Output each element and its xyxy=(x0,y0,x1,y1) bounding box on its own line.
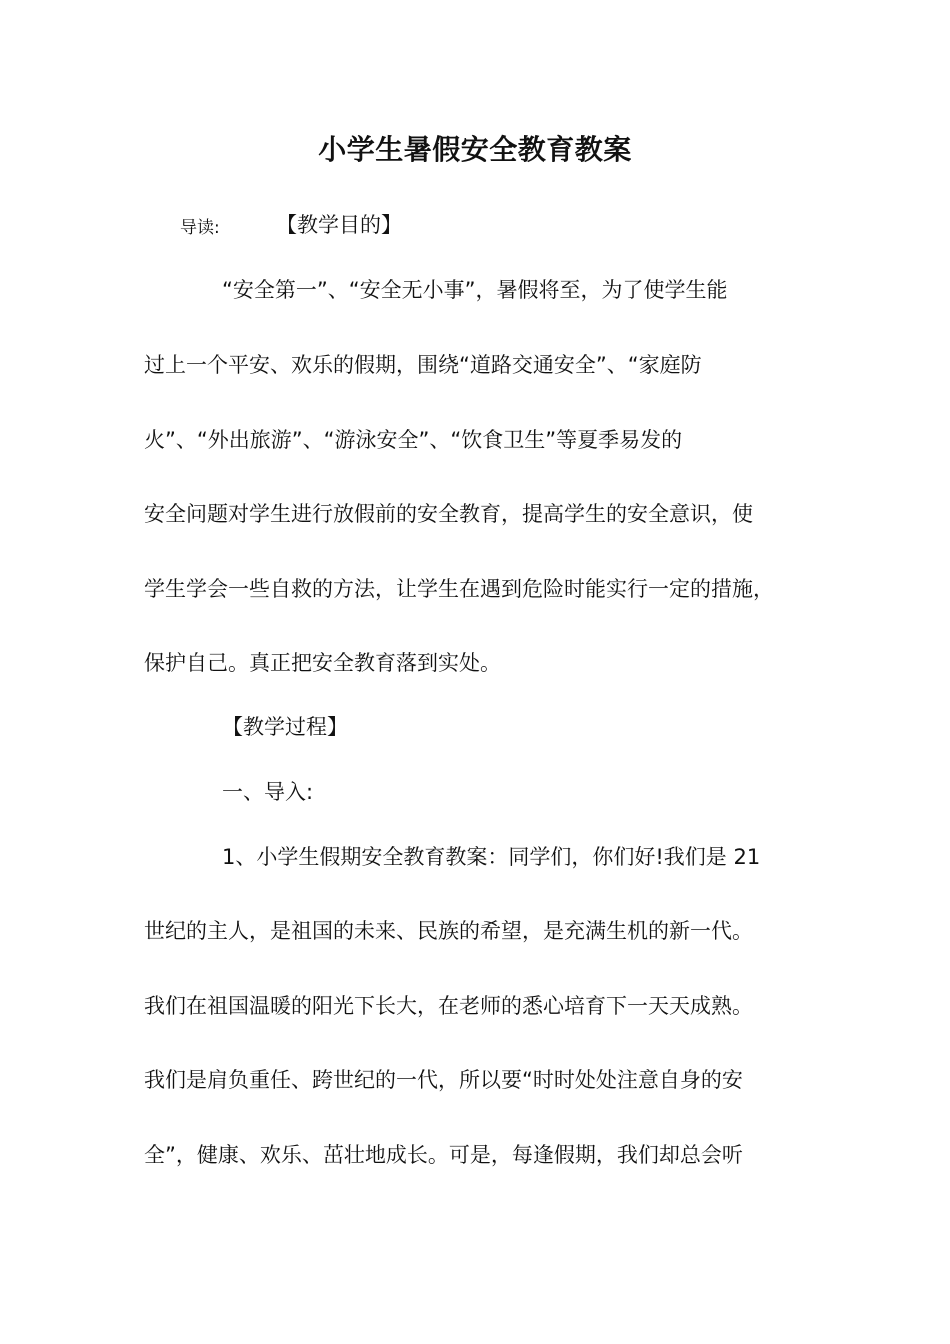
teaching-process-heading: 【教学过程】 xyxy=(222,715,348,739)
section-heading: 一、导入: xyxy=(222,780,314,804)
paragraph-line: 我们是肩负重任、跨世纪的一代，所以要“时时处处注意自身的安 xyxy=(144,1068,743,1092)
paragraph-line: 过上一个平安、欢乐的假期，围绕“道路交通安全”、“家庭防 xyxy=(144,353,702,377)
paragraph-line: 火”、“外出旅游”、“游泳安全”、“饮食卫生”等夏季易发的 xyxy=(144,428,683,452)
lead-label: 导读: xyxy=(180,218,220,238)
paragraph-line: 全”，健康、欢乐、茁壮地成长。可是，每逢假期，我们却总会听 xyxy=(144,1143,743,1167)
document-title: 小学生暑假安全教育教案 xyxy=(318,133,632,166)
paragraph-line: “安全第一”、“安全无小事”，暑假将至，为了使学生能 xyxy=(222,278,728,302)
paragraph-line: 我们在祖国温暖的阳光下长大，在老师的悉心培育下一天天成熟。 xyxy=(144,994,753,1018)
paragraph-line: 安全问题对学生进行放假前的安全教育，提高学生的安全意识，使 xyxy=(144,502,753,526)
lead-row xyxy=(0,208,950,244)
teaching-purpose-heading: 【教学目的】 xyxy=(276,213,402,237)
paragraph-line: 保护自己。真正把安全教育落到实处。 xyxy=(144,651,501,675)
paragraph-line: 世纪的主人，是祖国的未来、民族的希望，是充满生机的新一代。 xyxy=(144,919,753,943)
paragraph-line: 1、小学生假期安全教育教案：同学们，你们好!我们是 21 xyxy=(222,845,761,869)
paragraph-line: 学生学会一些自救的方法，让学生在遇到危险时能实行一定的措施， xyxy=(144,577,774,601)
